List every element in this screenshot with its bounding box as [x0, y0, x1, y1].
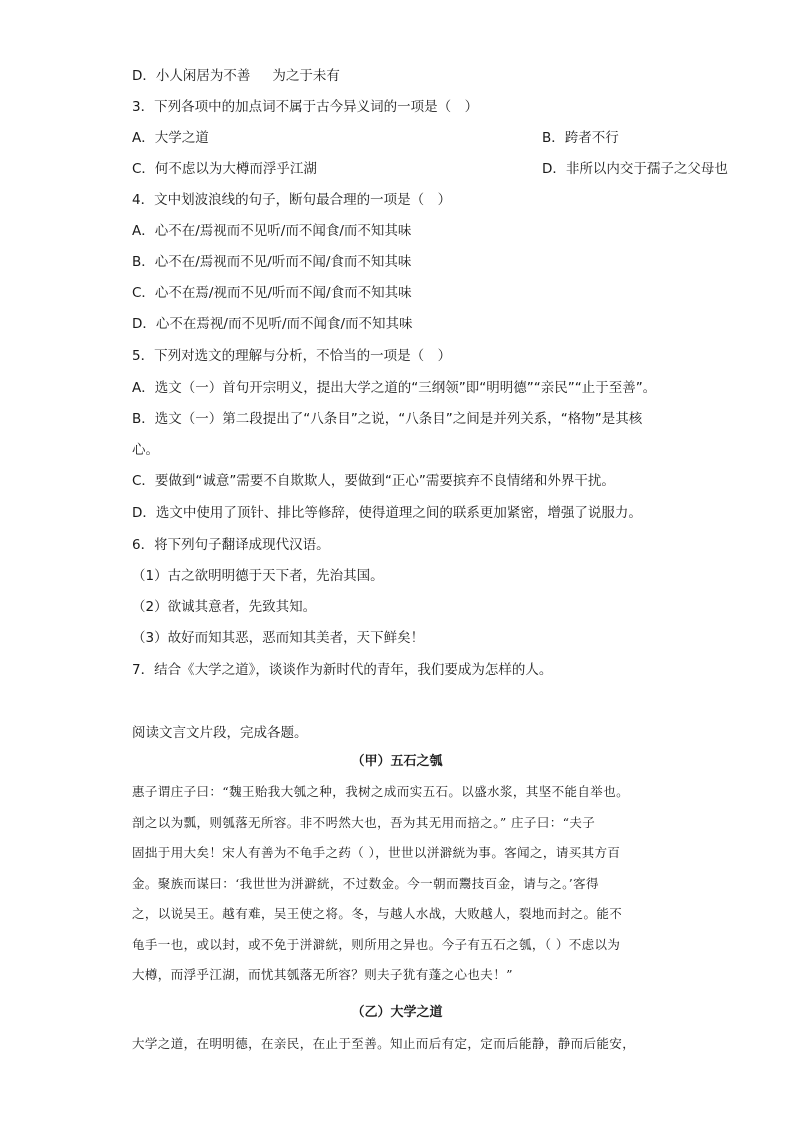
- q6-sentence-3: （3）故好而知其恶，恶而知其美者，天下鲜矣！: [132, 630, 425, 646]
- q3-options-cd: [132, 159, 728, 179]
- q4-option-a: A．心不在/焉视而不见听/而不闻食/而不知其味: [132, 223, 412, 239]
- passage-yi-title: （乙）大学之道: [351, 1005, 443, 1020]
- q5-option-b-line1: B．选文（一）第二段提出了“八条目”之说，“八条目”之间是并列关系，“格物”是其核: [132, 411, 643, 427]
- passage-line: 龟手一也，或以封，或不免于洴澼絖，则所用之异也。今子有五石之瓠，（ ）不虑以为: [132, 936, 621, 952]
- q5-option-b-line2: 心。: [132, 442, 159, 458]
- q6-sentence-2: （2）欲诚其意者，先致其知。: [132, 599, 317, 615]
- passage-yi-text: [132, 1029, 666, 1060]
- q5-option-a: A．选文（一）首句开宗明义，提出大学之道的“三纲领”即“明明德”“亲民”“止于至善”。: [132, 380, 657, 396]
- q5-option-c: C．要做到“诚意”需要不自欺欺人，要做到“正心”需要摈弃不良情绪和外界干扰。: [132, 473, 615, 489]
- passage-jia-text: [132, 777, 666, 991]
- q7-stem: 7．结合《大学之道》，谈谈作为新时代的青年，我们要成为怎样的人。: [132, 662, 553, 678]
- q4-stem: 4．文中划波浪线的句子，断句最合理的一项是（ ）: [132, 192, 452, 208]
- q2-option-d: D．小人闲居为不善 为之于未有: [132, 68, 340, 84]
- q3-option-b: B．跨者不行: [542, 130, 619, 146]
- passage-line: 之，以说吴王。越有难，吴王使之将。冬，与越人水战，大败越人，裂地而封之。能不: [132, 906, 623, 921]
- q4-option-d: D．心不在焉视/而不见听/而不闻食/而不知其味: [132, 316, 413, 332]
- q3-option-a: A．大学之道: [132, 130, 209, 146]
- q3-options-ab: [132, 128, 619, 148]
- reading-intro: 阅读文言文片段，完成各题。: [132, 725, 308, 741]
- q6-sentence-1: （1）古之欲明明德于天下者，先治其国。: [132, 568, 384, 584]
- q3-stem: 3．下列各项中的加点词不属于古今异义词的一项是（ ）: [132, 99, 479, 115]
- passage-line: 大樽，而浮乎江湖，而忧其瓠落无所容？则夫子犹有蓬之心也夫！”: [132, 967, 513, 982]
- q3-option-d: D．非所以内交于孺子之父母也: [542, 161, 728, 177]
- q5-stem: 5．下列对选文的理解与分析，不恰当的一项是（ ）: [132, 348, 452, 364]
- q4-option-b: B．心不在/焉视而不见/听而不闻/食而不知其味: [132, 254, 412, 270]
- passage-line: 惠子谓庄子曰：“魏王贻我大瓠之种，我树之成而实五石。以盛水浆，其坚不能自举也。: [132, 784, 629, 799]
- passage-line: 固拙于用大矣！宋人有善为不龟手之药（ ），世世以洴澼絖为事。客闻之，请买其方百: [132, 845, 621, 860]
- q4-option-c: C．心不在焉/视而不见/听而不闻/食而不知其味: [132, 285, 412, 301]
- q6-stem: 6．将下列句子翻译成现代汉语。: [132, 537, 330, 553]
- passage-jia-title: （甲）五石之瓠: [351, 754, 443, 769]
- passage-line: 剖之以为瓢，则瓠落无所容。非不呺然大也，吾为其无用而掊之。” 庄子曰：“夫子: [132, 814, 596, 830]
- q3-option-c: C．何不虑以为大樽而浮乎江湖: [132, 161, 317, 177]
- passage-line: 大学之道，在明明德，在亲民，在止于至善。知止而后有定，定而后能静，静而后能安，: [132, 1036, 636, 1051]
- q5-option-d: D．选文中使用了顶针、排比等修辞，使得道理之间的联系更加紧密，增强了说服力。: [132, 505, 642, 521]
- passage-line: 金。聚族而谋曰：‘我世世为洴澼絖，不过数金。今一朝而鬻技百金，请与之。’客得: [132, 875, 599, 891]
